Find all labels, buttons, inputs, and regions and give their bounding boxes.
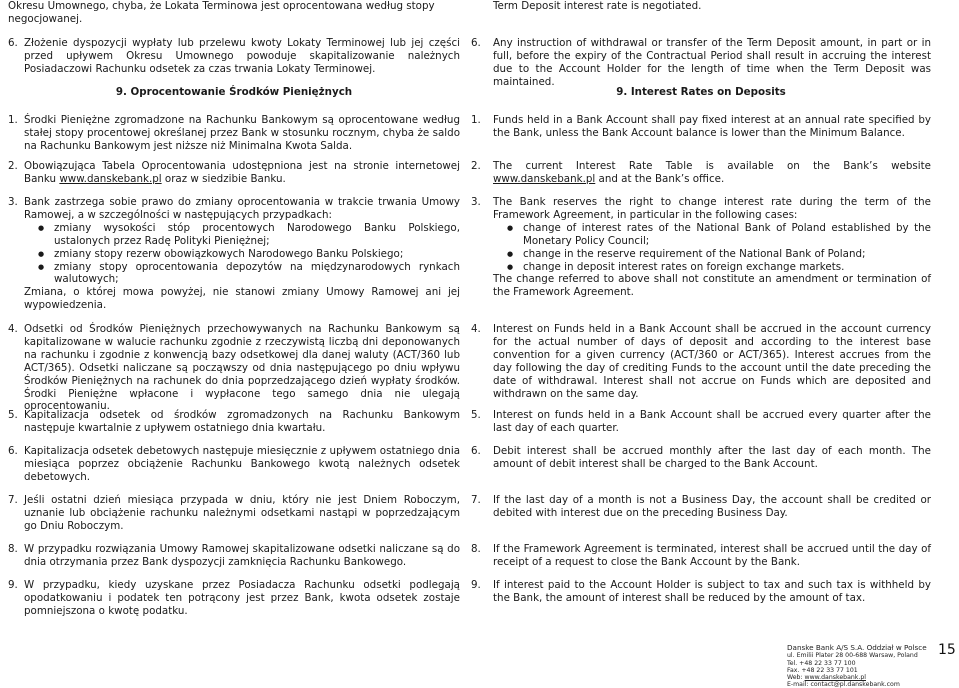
danskebank-link[interactable]: www.danskebank.pl (493, 172, 596, 185)
list-item: ● change in the reserve requirement of the National Bank of Poland; (507, 248, 931, 261)
item-number: 5. (8, 409, 18, 421)
item-text: Any instruction of withdrawal or transfer of the Term Deposit amount, in part or in full, before the expiry of the Contractual Period shall result in accruing the interest due to the Account Holder for the length of time when the Term Deposit was maintained. (493, 37, 931, 88)
item-text: Kapitalizacja odsetek debetowych następuje miesięcznie z upływem ostatniego dnia miesiąca poprzez obciążenie Rachunku Bankowego kwotą należnych odsetek debetowych. (24, 445, 460, 483)
left-item-8 (8, 543, 460, 569)
item-number: 4. (471, 323, 481, 335)
right-item-5 (471, 409, 931, 435)
item-text-after: oraz w siedzibie Banku. (161, 172, 286, 185)
right-item-4 (471, 323, 931, 400)
left-bullet-list (8, 222, 460, 287)
item-number: 1. (471, 114, 481, 126)
item-text: Interest on funds held in a Bank Account shall be accrued every quarter after the last day of each quarter. (493, 409, 931, 434)
footer-fax: Fax. +48 22 33 77 101 (787, 666, 858, 674)
right-section-heading: 9. Interest Rates on Deposits (616, 86, 786, 98)
right-item-9 (471, 579, 931, 605)
item-number: 6. (8, 37, 18, 49)
footer-bank-name: Danske Bank A/S S.A. Oddział w Polsce (787, 643, 927, 652)
item-text: Jeśli ostatni dzień miesiąca przypada w dniu, który nie jest Dniem Roboczym, uznanie lub obciążenie rachunku należnymi odsetkami nastąpi w poprzedzającym go Dniu Roboczym. (24, 494, 460, 532)
footer-tel: Tel. +48 22 33 77 100 (787, 659, 856, 667)
item-text-before: The current Interest Rate Table is available on the Bank’s website (493, 160, 931, 172)
right-item-6-prev (471, 37, 931, 89)
left-item-7 (8, 494, 460, 533)
left-item-6-prev (8, 37, 460, 76)
item-text: Bank zastrzega sobie prawo do zmiany oprocentowania w trakcie trwania Umowy Ramowej, a w szczególności w następujących przypadkach: (24, 196, 460, 221)
right-item-6 (471, 445, 931, 471)
item-number: 7. (8, 494, 18, 506)
item-number: 9. (471, 579, 481, 591)
footer-web-link[interactable]: www.danskebank.pl (804, 674, 866, 682)
item-after-text: Zmiana, o której mowa powyżej, nie stanowi zmiany Umowy Ramowej ani jej wypowiedzenia. (24, 286, 460, 312)
left-section-heading: 9. Oprocentowanie Środków Pieniężnych (115, 86, 353, 98)
right-item-7 (471, 494, 931, 520)
left-item-2 (8, 160, 460, 186)
item-number: 7. (471, 494, 481, 506)
list-item: ● change of interest rates of the National Bank of Poland established by the Monetary Policy Council; (507, 222, 931, 248)
item-number: 6. (471, 445, 481, 457)
item-text: Interest on Funds held in a Bank Account shall be accrued in the account currency for the actual number of days of deposit and according to the interest base convention for a given currency (ACT/360 or ACT/365). Interest accrues from the day following the day of crediting Funds to the account until the date preceding the date of withdrawal. Interest shall not accrue on Funds which are deposited and withdrawn on the same day. (493, 323, 931, 400)
left-top-line-1: Okresu Umownego, chyba, że Lokata Terminowa jest oprocentowana według stopy (8, 0, 435, 12)
item-text: W przypadku, kiedy uzyskane przez Posiadacza Rachunku odsetki podlegają opodatkowaniu i podatek ten potrącony jest przez Bank, kwota odsetek zostaje pomniejszona o kwotę podatku. (24, 579, 460, 617)
item-text: The Bank reserves the right to change interest rate during the term of the Framework Agreement, in particular in the following cases: (493, 196, 931, 221)
footer-email: E-mail: contact@pl.danskebank.com (787, 681, 900, 688)
right-item-8 (471, 543, 931, 569)
right-item-3 (471, 196, 931, 299)
item-number: 8. (471, 543, 481, 555)
bank-footer (787, 644, 937, 688)
right-bullet-list (471, 222, 931, 274)
item-text: Funds held in a Bank Account shall pay fixed interest at an annual rate specified by the Bank, unless the Bank Account balance is lower than the Minimum Balance. (493, 114, 931, 139)
item-after-text: The change referred to above shall not constitute an amendment or termination of the Framework Agreement. (493, 273, 931, 299)
left-top-line-2: negocjowanej. (8, 12, 83, 25)
item-number: 9. (8, 579, 18, 591)
item-text (24, 160, 460, 186)
right-top-text: Term Deposit interest rate is negotiated. (493, 0, 702, 12)
item-text-before: Obowiązująca Tabela Oprocentowania udostępniona jest na stronie internetowej Banku (24, 160, 460, 185)
item-number: 6. (8, 445, 18, 457)
item-text: Debit interest shall be accrued monthly after the last day of each month. The amount of debit interest shall be charged to the Bank Account. (493, 445, 931, 470)
page-number: 15 (938, 642, 956, 658)
item-text: Kapitalizacja odsetek od środków zgromadzonych na Rachunku Bankowym następuje kwartalnie z upływem ostatniego dnia kwartału. (24, 409, 460, 434)
left-item-3 (8, 196, 460, 312)
list-item: ● zmiany stopy oprocentowania depozytów na międzynarodowych rynkach walutowych; (38, 261, 460, 287)
left-top-text (8, 0, 460, 26)
item-number: 4. (8, 323, 18, 335)
left-item-1 (8, 114, 460, 153)
left-item-4 (8, 323, 460, 413)
danskebank-link[interactable]: www.danskebank.pl (59, 172, 162, 185)
item-number: 2. (8, 160, 18, 172)
item-text-after: and at the Bank’s office. (595, 172, 725, 185)
item-number: 3. (8, 196, 18, 208)
item-number: 1. (8, 114, 18, 126)
left-item-6 (8, 445, 460, 484)
item-number: 3. (471, 196, 481, 208)
right-item-1 (471, 114, 931, 140)
footer-address: ul. Emilii Plater 28 00-688 Warsaw, Poland (787, 652, 918, 660)
item-number: 8. (8, 543, 18, 555)
item-number: 6. (471, 37, 481, 49)
list-item: ● zmiany stopy rezerw obowiązkowych Narodowego Banku Polskiego; (38, 248, 460, 261)
item-number: 2. (471, 160, 481, 172)
item-text: Odsetki od Środków Pieniężnych przechowywanych na Rachunku Bankowym są kapitalizowane w walucie rachunku zgodnie z rzeczywistą liczbą dni deponowanych na rachunku i zgodnie z konwencją bazy odsetkowej dla danej waluty (ACT/360 lub ACT/365). Odsetki naliczane są począwszy od dnia następującego po dniu wpływu Środków Pieniężnych na rachunek do dnia poprzedzającego dzień wypłaty środków. Środki Pieniężne wpłacone i wypłacone tego samego dnia nie ulegają oprocentowaniu. (24, 323, 460, 413)
list-item: ● change in deposit interest rates on foreign exchange markets. (507, 261, 931, 274)
item-text (493, 160, 931, 186)
item-text: If the last day of a month is not a Business Day, the account shall be credited or debited with interest due on the preceding Business Day. (493, 494, 931, 519)
item-text: Środki Pieniężne zgromadzone na Rachunku Bankowym są oprocentowane według stałej stopy procentowej określanej przez Bank w stosunku rocznym, chyba że saldo na Rachunku Bankowym jest niższe niż Minimalna Kwota Salda. (24, 114, 460, 152)
item-text: W przypadku rozwiązania Umowy Ramowej skapitalizowane odsetki naliczane są do dnia otrzymania przez Bank dyspozycji zamknięcia Rachunku Bankowego. (24, 543, 460, 568)
item-text: If interest paid to the Account Holder is subject to tax and such tax is withheld by the Bank, the amount of interest shall be reduced by the amount of tax. (493, 579, 931, 604)
item-text: If the Framework Agreement is terminated, interest shall be accrued until the day of receipt of a request to close the Bank Account by the Bank. (493, 543, 931, 568)
footer-web-label: Web: (787, 674, 805, 682)
left-item-5 (8, 409, 460, 435)
left-item-9 (8, 579, 460, 618)
right-item-2 (471, 160, 931, 186)
item-number: 5. (471, 409, 481, 421)
list-item: ● zmiany wysokości stóp procentowych Narodowego Banku Polskiego, ustalonych przez Radę Polityki Pieniężnej; (38, 222, 460, 248)
item-text: Złożenie dyspozycji wypłaty lub przelewu kwoty Lokaty Terminowej lub jej części przed upływem Okresu Umownego powoduje skapitalizowanie należnych Posiadaczowi Rachunku odsetek za czas trwania Lokaty Terminowej. (24, 37, 460, 75)
